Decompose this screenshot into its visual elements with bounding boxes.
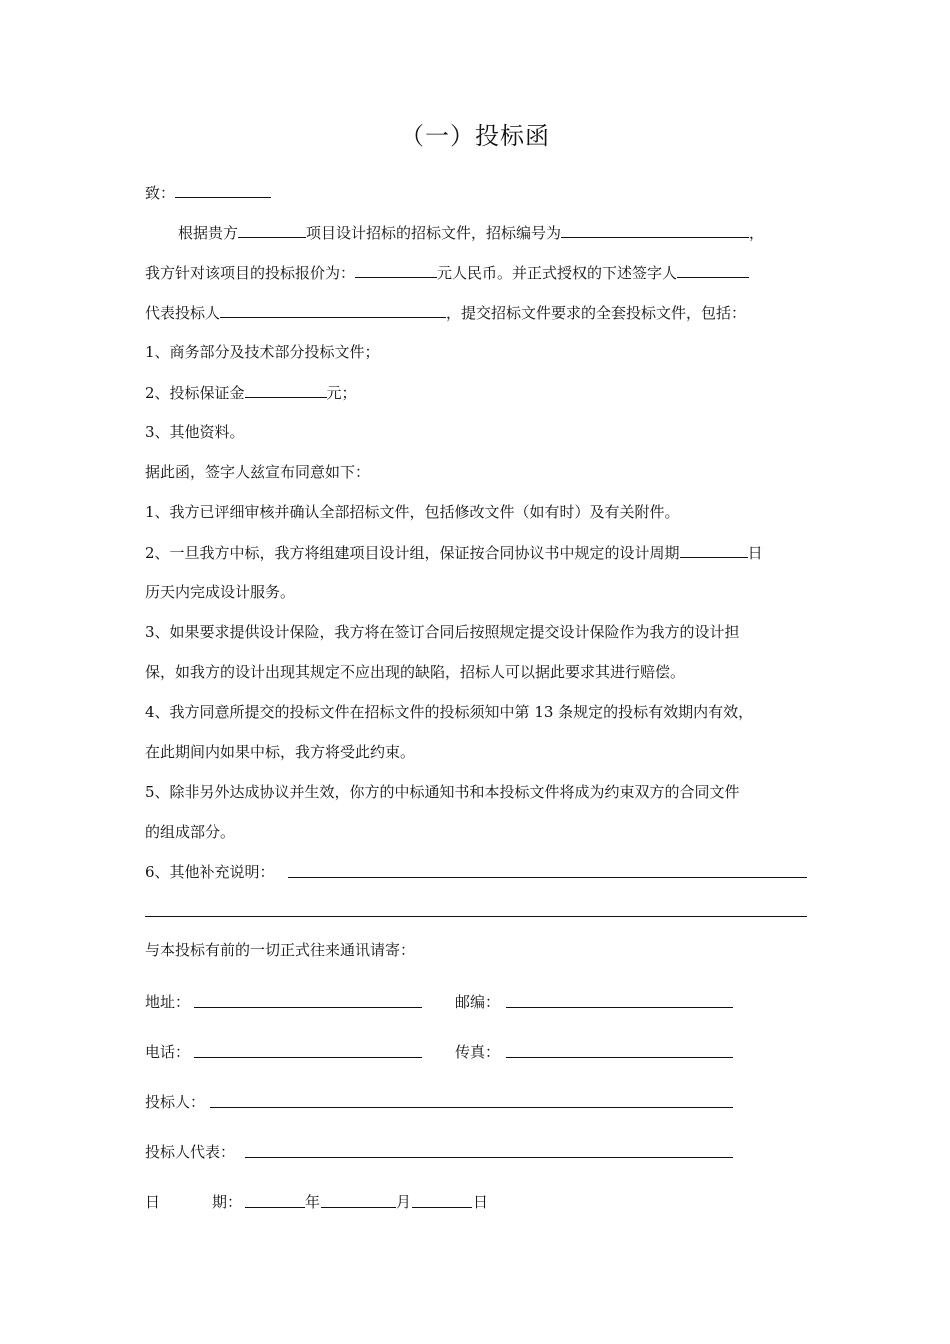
- postcode-blank[interactable]: [506, 1007, 733, 1008]
- bidder-label: 投标人：: [145, 1093, 206, 1111]
- supplement-blank-1[interactable]: [288, 877, 807, 878]
- clause-2-cont: 历天内完成设计服务。: [145, 583, 296, 601]
- page-title: （一）投标函: [400, 122, 550, 150]
- fax-label: 传真：: [455, 1043, 501, 1061]
- list-item-3: 3、其他资料。: [145, 423, 245, 441]
- day-label: 日: [473, 1193, 489, 1211]
- clause-3-cont: 保，如我方的设计出现其规定不应出现的缺陷，招标人可以据此要求其进行赔偿。: [145, 663, 686, 681]
- date-label-b: 期：: [212, 1193, 243, 1211]
- p1-text-a: 根据贵方: [178, 224, 239, 242]
- declaration: 据此函，签字人兹宣布同意如下：: [145, 463, 371, 481]
- to-label: 致：: [145, 184, 176, 202]
- clause-6-label: 6、其他补充说明：: [145, 863, 275, 881]
- month-label: 月: [396, 1193, 412, 1211]
- bidder-rep-blank[interactable]: [220, 301, 446, 318]
- supplement-blank-2[interactable]: [145, 916, 807, 917]
- representative-label: 投标人代表：: [145, 1143, 236, 1161]
- list-item-1: 1、商务部分及技术部分投标文件；: [145, 343, 380, 361]
- p1-text-c: ，: [749, 224, 765, 242]
- p1-text-b: 项目设计招标的招标文件，招标编号为: [306, 224, 562, 242]
- phone-blank[interactable]: [194, 1057, 422, 1058]
- phone-label: 电话：: [145, 1043, 191, 1061]
- clause-5: 5、除非另外达成协议并生效，你方的中标通知书和本投标文件将成为约束双方的合同文件: [145, 783, 740, 801]
- design-period-blank[interactable]: [680, 541, 748, 558]
- year-blank[interactable]: [245, 1207, 305, 1208]
- p2-text-a: 我方针对该项目的投标报价为：: [145, 264, 356, 282]
- clause-1: 1、我方已评细审核并确认全部招标文件，包括修改文件（如有时）及有关附件。: [145, 503, 680, 521]
- bid-bond-blank[interactable]: [245, 381, 327, 398]
- paragraph-2: [145, 261, 749, 284]
- contact-intro: 与本投标有前的一切正式往来通讯请寄：: [145, 941, 416, 959]
- bid-price-blank[interactable]: [355, 261, 437, 278]
- clause-4-cont: 在此期间内如果中标，我方将受此约束。: [145, 743, 416, 761]
- addressee-line: [145, 181, 271, 204]
- clause-2: [145, 541, 763, 564]
- paragraph-3: [145, 301, 746, 324]
- date-label-a: 日: [145, 1193, 161, 1211]
- list-item-2: [145, 381, 357, 404]
- address-blank[interactable]: [194, 1007, 422, 1008]
- addressee-blank[interactable]: [175, 181, 271, 198]
- clause-3: 3、如果要求提供设计保险，我方将在签订合同后按照规定提交设计保险作为我方的设计担: [145, 623, 740, 641]
- clause2-text-a: 2、一旦我方中标，我方将组建项目设计组，保证按合同协议书中规定的设计周期: [145, 544, 680, 562]
- fax-blank[interactable]: [506, 1057, 733, 1058]
- representative-blank[interactable]: [245, 1157, 733, 1158]
- month-blank[interactable]: [321, 1207, 396, 1208]
- signatory-blank[interactable]: [677, 261, 749, 278]
- postcode-label: 邮编：: [455, 993, 501, 1011]
- clause-4: 4、我方同意所提交的投标文件在招标文件的投标须知中第 13 条规定的投标有效期内有效，: [145, 703, 754, 721]
- year-label: 年: [305, 1193, 321, 1211]
- project-name-blank[interactable]: [238, 221, 306, 238]
- p3-text-b: ，提交招标文件要求的全套投标文件，包括：: [446, 304, 747, 322]
- item2-text-b: 元；: [326, 384, 357, 402]
- tender-number-blank[interactable]: [561, 221, 749, 238]
- item2-text-a: 2、投标保证金: [145, 384, 245, 402]
- day-blank[interactable]: [412, 1207, 472, 1208]
- paragraph-1: [178, 221, 764, 244]
- address-label: 地址：: [145, 993, 191, 1011]
- p3-text-a: 代表投标人: [145, 304, 221, 322]
- clause2-text-b: 日: [747, 544, 763, 562]
- p2-text-b: 元人民币。并正式授权的下述签字人: [437, 264, 678, 282]
- clause-5-cont: 的组成部分。: [145, 823, 236, 841]
- bidder-blank[interactable]: [210, 1107, 733, 1108]
